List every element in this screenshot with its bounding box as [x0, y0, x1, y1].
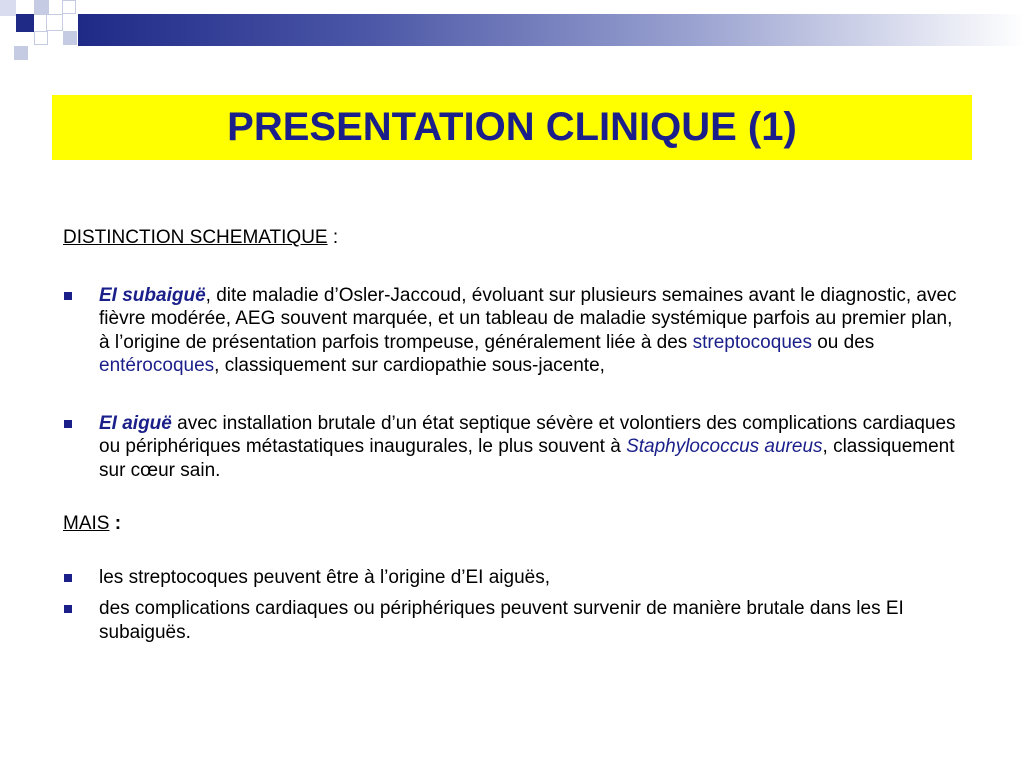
header-gradient-bar — [78, 14, 1024, 46]
slide-title: PRESENTATION CLINIQUE (1) — [227, 105, 797, 149]
square-bullet-icon — [64, 574, 72, 582]
square-bullet-icon — [64, 420, 72, 428]
bullet-ei-aigue — [63, 412, 963, 483]
heading-label: DISTINCTION SCHEMATIQUE — [63, 227, 328, 248]
bullet-text: avec installation brutale d’un état septique sévère et volontiers des complications cardiaques ou périphériques métastatiques inaugurales, le plus souvent à — [99, 412, 956, 457]
bullet-text: les streptocoques peuvent être à l’origine d’EI aiguës, — [99, 566, 550, 588]
deco-square — [16, 14, 34, 32]
deco-square — [0, 0, 16, 16]
bullet-streptocoques-aigues — [63, 566, 963, 590]
bullet-text: , dite maladie d’Osler-Jaccoud, évoluant sur plusieurs semaines avant le diagnostic, avec fièvre modérée, AEG souvent marquée, et un tableau de maladie systémique parfois au premier plan, à l’origine de présentation parfois trompeuse, généralement liée à des — [99, 284, 957, 353]
heading-suffix: : — [109, 513, 122, 534]
deco-square — [34, 31, 48, 45]
deco-square — [14, 46, 28, 60]
term-ei-subaigue: EI subaiguë — [99, 284, 206, 306]
deco-square — [62, 0, 76, 14]
bullet-text: des complications cardiaques ou périphériques peuvent survenir de manière brutale dans les EI subaiguës. — [99, 598, 904, 643]
deco-square — [46, 14, 63, 31]
bullet-text: ou des — [811, 331, 875, 353]
square-bullet-icon — [64, 605, 72, 613]
term-ei-aigue: EI aiguë — [99, 412, 172, 434]
title-banner — [52, 95, 972, 160]
term-staphylococcus-aureus: Staphylococcus aureus — [626, 436, 823, 457]
section-heading-mais — [63, 512, 963, 536]
term-streptocoques: streptocoques — [692, 331, 812, 353]
term-enterocoques: entérocoques — [99, 355, 215, 376]
heading-label: MAIS — [63, 513, 110, 534]
square-bullet-icon — [64, 292, 72, 300]
bullet-complications-brutales — [63, 597, 963, 644]
heading-suffix: : — [327, 227, 339, 248]
bullet-text: , classiquement sur cardiopathie sous-jacente, — [214, 355, 605, 376]
bullet-text: , classiquement sur cœur sain. — [99, 436, 955, 481]
slide-body — [63, 226, 963, 644]
bullet-ei-subaigue — [63, 284, 963, 378]
section-heading-distinction — [63, 226, 963, 250]
deco-square — [34, 0, 49, 15]
deco-square — [63, 31, 77, 45]
